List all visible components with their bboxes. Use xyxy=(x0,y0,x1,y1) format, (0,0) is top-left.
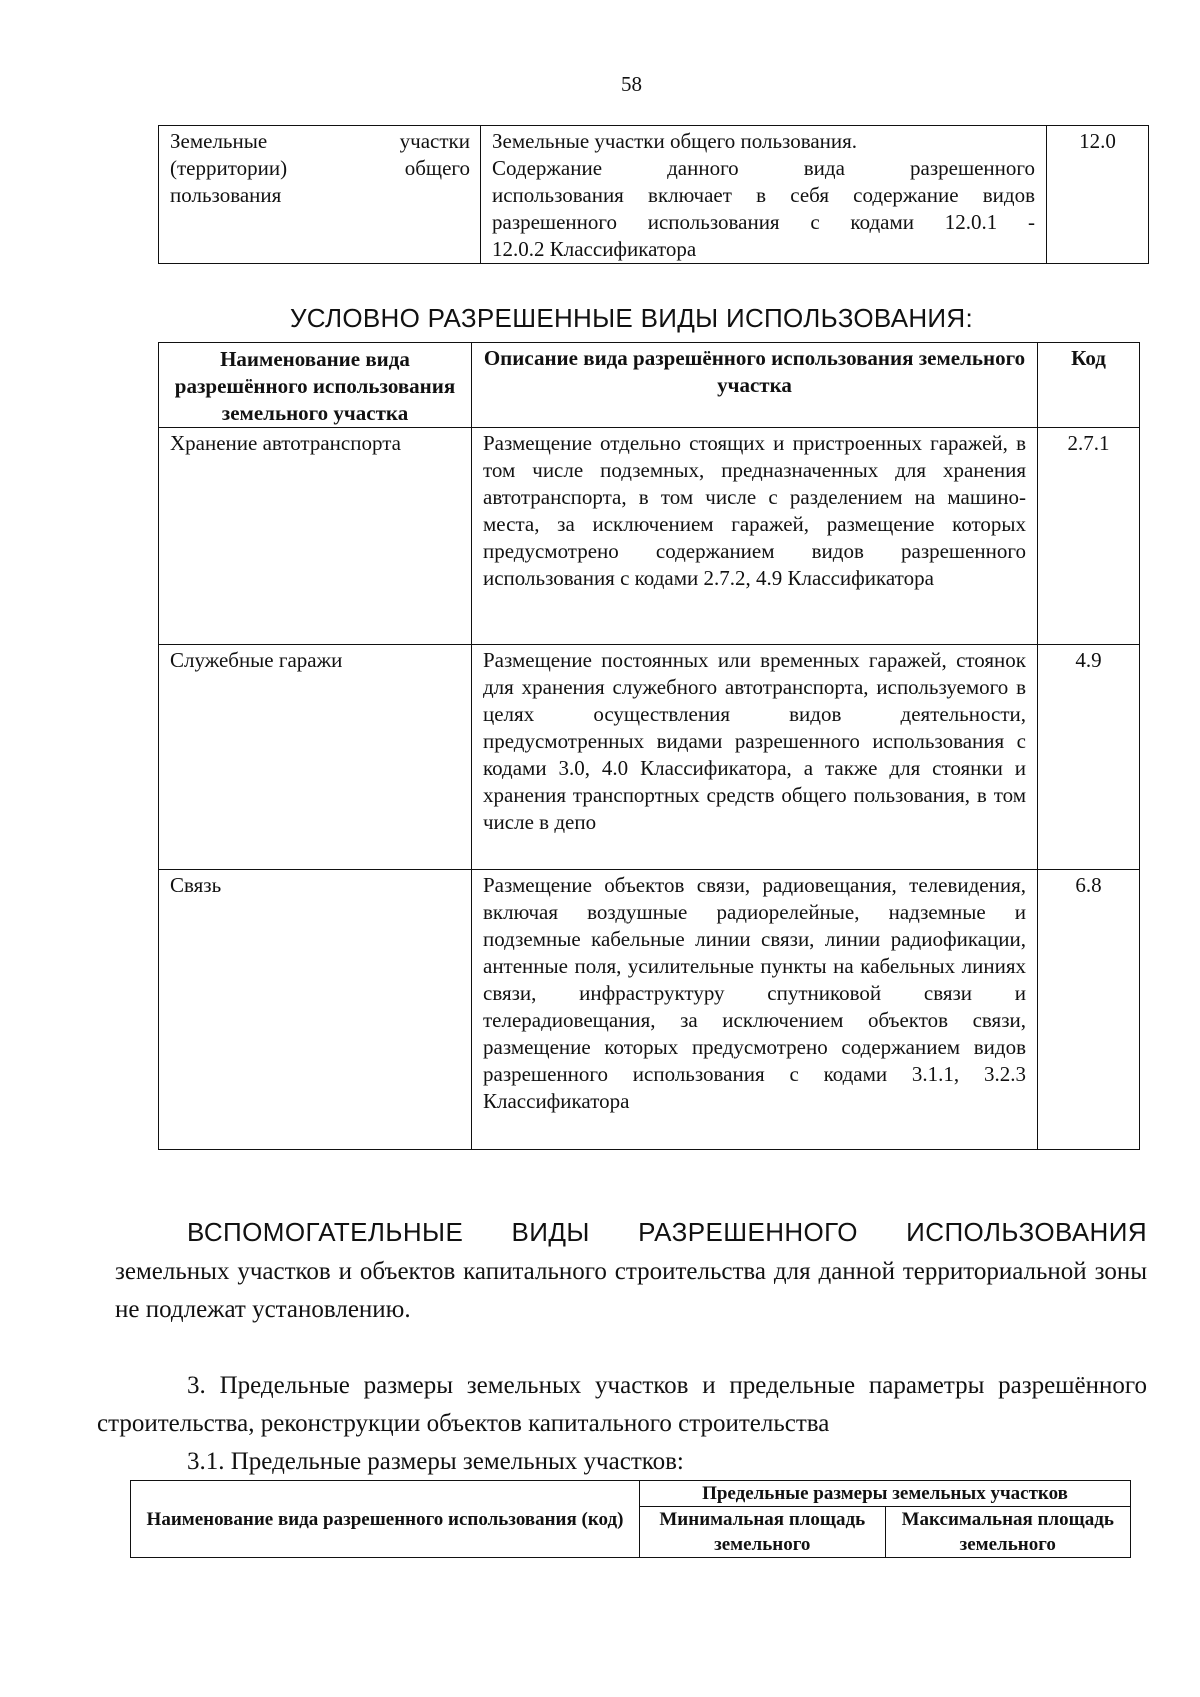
table-row xyxy=(159,645,1140,870)
page-number: 58 xyxy=(621,72,642,96)
use-code-cell: 6.8 xyxy=(1038,870,1140,1150)
use-description-cell: Размещение отдельно стоящих и пристроенных гаражей, в том числе подземных, предназначенных для хранения автотранспорта, в том числе с разделением на машино-места, за исключением гаражей, размещение которых предусмотрено содержанием видов разрешенного использования с кодами 2.7.2, 4.9 Классификатора xyxy=(472,428,1038,645)
auxiliary-uses-text: земельных участков и объектов капитального строительства для данной территориальной зоны не подлежат установлению. xyxy=(115,1258,1147,1323)
use-name-cell: Связь xyxy=(159,870,472,1150)
table-row xyxy=(159,870,1140,1150)
auxiliary-uses-heading: ВСПОМОГАТЕЛЬНЫЕ ВИДЫ РАЗРЕШЕННОГО ИСПОЛЬЗОВАНИЯ xyxy=(187,1217,1147,1247)
use-description-cell: Размещение постоянных или временных гаражей, стоянок для хранения служебного автотранспорта, используемого в целях осуществления видов деятельности, предусмотренных видами разрешенного использования с кодами 3.0, 4.0 Классификатора, а также для стоянки и хранения транспортных средств общего пользования, в том числе в депо xyxy=(472,645,1038,870)
auxiliary-uses-paragraph xyxy=(115,1213,1147,1329)
use-name-cell: Служебные гаражи xyxy=(159,645,472,870)
header-description: Описание вида разрешённого использования земельного участка xyxy=(472,343,1038,428)
use-name-cell: Хранение автотранспорта xyxy=(159,428,472,645)
header-code: Код xyxy=(1038,343,1140,428)
header-min-area: Минимальная площадь земельного xyxy=(640,1507,886,1558)
use-code-cell: 4.9 xyxy=(1038,645,1140,870)
header-use-name-code: Наименование вида разрешенного использования (код) xyxy=(131,1481,640,1558)
use-code-cell: 12.0 xyxy=(1047,126,1149,264)
section-3-paragraph: 3. Предельные размеры земельных участков и предельные параметры разрешённого строительства, реконструкции объектов капитального строительства xyxy=(97,1372,1147,1437)
header-max-area: Максимальная площадь земельного xyxy=(885,1507,1131,1558)
table-header-row xyxy=(131,1481,1131,1507)
use-name-cell: Земельные участки (территории) общего пользования xyxy=(159,126,481,264)
use-description-cell: Земельные участки общего пользования. Содержание данного вида разрешенного использования включает в себя содержание видов разрешенного использования с кодами 12.0.1 - 12.0.2 Классификатора xyxy=(481,126,1047,264)
permitted-use-table xyxy=(158,125,1149,264)
conditional-uses-table xyxy=(158,342,1140,1150)
table-row xyxy=(159,126,1149,264)
plot-size-limits-table xyxy=(130,1480,1131,1558)
table-row xyxy=(159,428,1140,645)
use-code-cell: 2.7.1 xyxy=(1038,428,1140,645)
section-3-1-heading: 3.1. Предельные размеры земельных участков: xyxy=(187,1448,684,1475)
header-name: Наименование вида разрешённого использования земельного участка xyxy=(159,343,472,428)
header-size-limits: Предельные размеры земельных участков xyxy=(640,1481,1131,1507)
use-description-cell: Размещение объектов связи, радиовещания, телевидения, включая воздушные радиорелейные, надземные и подземные кабельные линии связи, линии радиофикации, антенные поля, усилительные пункты на кабельных линиях связи, инфраструктуру спутниковой связи и телерадиовещания, за исключением объектов связи, размещение которых предусмотрено содержанием видов разрешенного использования с кодами 3.1.1, 3.2.3 Классификатора xyxy=(472,870,1038,1150)
table-header-row xyxy=(159,343,1140,428)
conditional-uses-title: УСЛОВНО РАЗРЕШЕННЫЕ ВИДЫ ИСПОЛЬЗОВАНИЯ: xyxy=(289,303,974,333)
